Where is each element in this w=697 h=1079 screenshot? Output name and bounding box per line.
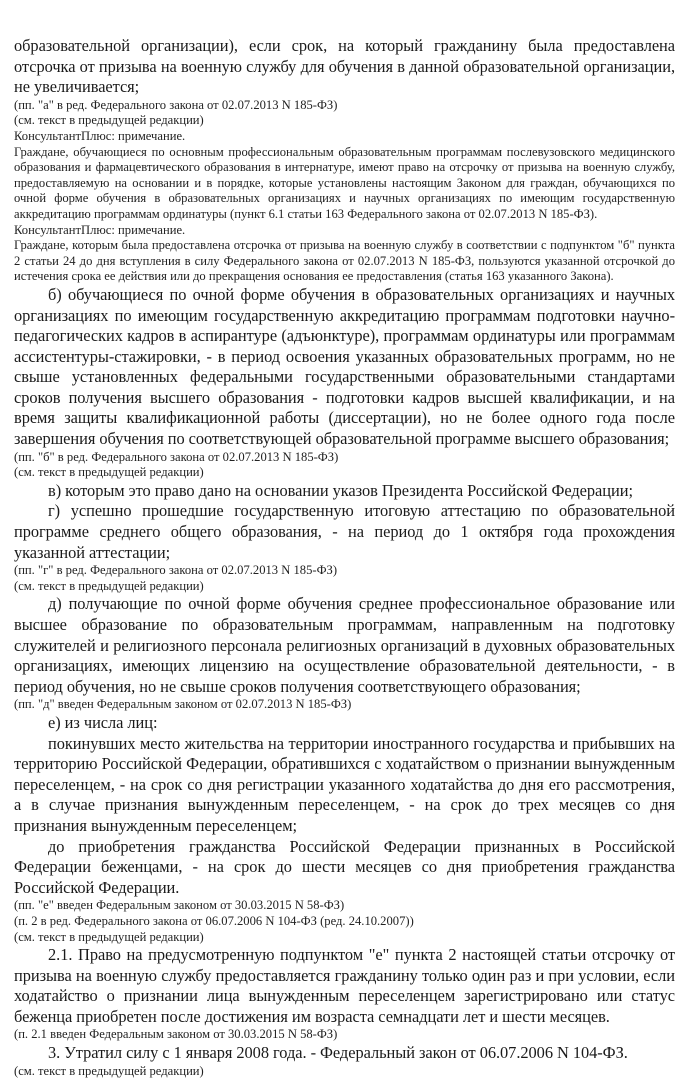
previous-edition-link[interactable]: (см. текст в предыдущей редакции): [14, 465, 204, 480]
amendment-note: (пп. "б" в ред. Федерального закона от 02.07.2013 N 185-ФЗ): [14, 449, 339, 464]
document-page: [14, 36, 675, 1079]
amendment-note: (пп. "а" в ред. Федерального закона от 02.07.2013 N 185-ФЗ): [14, 97, 338, 112]
consultant-note-heading: КонсультантПлюс: примечание.: [14, 222, 186, 237]
amendment-note: (пп. "е" введен Федеральным законом от 30.03.2015 N 58-ФЗ): [14, 898, 345, 913]
paragraph-a-tail: образовательной организации), если срок, на который гражданину была предоставлена отсрочка от призыва на военную службу для обучения в данной образовательной организации, не увеличивается;: [14, 36, 675, 97]
previous-edition-link[interactable]: (см. текст в предыдущей редакции): [14, 1063, 204, 1078]
consultant-note-heading: КонсультантПлюс: примечание.: [14, 128, 186, 143]
paragraph-d: д) получающие по очной форме обучения среднее профессиональное образование или высшее образование по образовательным программам, направленным на подготовку служителей и религиозного персонала религиозных организаций в духовных образовательных организациях, имеющих лицензию на осуществление образовательной деятельности, - в период обучения, но не свыше сроков получения соответствующего образования;: [14, 594, 675, 696]
consultant-note-body: Граждане, которым была предоставлена отсрочка от призыва на военную службу в соответствии с подпунктом "б" пункта 2 статьи 24 до дня вступления в силу Федерального закона от 02.07.2013 N 185-ФЗ, пользуются указанной отсрочкой до истечения срока ее действия или до прекращения основания ее предоставления (статья 163 указанного Закона).: [14, 238, 675, 284]
paragraph-2-1: 2.1. Право на предусмотренную подпунктом "е" пункта 2 настоящей статьи отсрочку от призыва на военную службу предоставляется гражданину только один раз и при условии, если ходатайство о признании лица вынужденным переселенцем зарегистрировано или статус беженца приобретен после достижения им возраста семнадцати лет и шести месяцев.: [14, 945, 675, 1026]
paragraph-e: е) из числа лиц:: [48, 712, 158, 732]
paragraph-e-item-2: до приобретения гражданства Российской Федерации признанных в Российской Федерации беженцами, - на срок до шести месяцев со дня приобретения гражданства Российской Федерации.: [14, 836, 675, 897]
amendment-note: (пп. "г" в ред. Федерального закона от 02.07.2013 N 185-ФЗ): [14, 563, 338, 578]
paragraph-v: в) которым это право дано на основании указов Президента Российской Федерации;: [48, 480, 633, 500]
consultant-note-body: Граждане, обучающиеся по основным профессиональным образовательным программам послевузовского медицинского образования и фармацевтического образования в интернатуре, имеют право на отсрочку от призыва на военную службу, предоставляемую на основании и в порядке, которые установлены настоящим Законом для граждан, обучающихся по очной форме обучения в образовательных организациях и научных организациях по имеющим государственную аккредитацию программам ординатуры (пункт 6.1 статьи 163 Федерального закона от 02.07.2013 N 185-ФЗ).: [14, 144, 675, 221]
amendment-note: (п. 2 в ред. Федерального закона от 06.07.2006 N 104-ФЗ (ред. 24.10.2007)): [14, 913, 414, 928]
amendment-note: (пп. "д" введен Федеральным законом от 02.07.2013 N 185-ФЗ): [14, 697, 352, 712]
paragraph-g: г) успешно прошедшие государственную итоговую аттестацию по образовательной программе среднего общего образования, - на период до 1 октября года прохождения указанной аттестации;: [14, 501, 675, 562]
paragraph-b: б) обучающиеся по очной форме обучения в образовательных организациях и научных организациях по имеющим государственную аккредитацию программам подготовки научно-педагогических кадров в аспирантуре (адъюнктуре), программам ординатуры или программам ассистентуры-стажировки, - в период освоения указанных образовательных программ, но не свыше установленных федеральными государственными образовательными стандартами сроков получения высшего образования - подготовки кадров высшей квалификации, и на время защиты квалификационной работы (диссертации), но не более одного года после завершения обучения по соответствующей образовательной программе высшего образования;: [14, 284, 675, 449]
previous-edition-link[interactable]: (см. текст в предыдущей редакции): [14, 113, 204, 128]
previous-edition-link[interactable]: (см. текст в предыдущей редакции): [14, 578, 204, 593]
paragraph-3: 3. Утратил силу с 1 января 2008 года. - Федеральный закон от 06.07.2006 N 104-ФЗ.: [48, 1043, 628, 1063]
previous-edition-link[interactable]: (см. текст в предыдущей редакции): [14, 929, 204, 944]
paragraph-e-item-1: покинувших место жительства на территории иностранного государства и прибывших на территорию Российской Федерации, обратившихся с ходатайством о признании вынужденным переселенцем, - на срок со дня регистрации указанного ходатайства до дня его рассмотрения, а в случае признания вынужденным переселенцем, - на срок до трех месяцев со дня признания вынужденным переселенцем;: [14, 733, 675, 835]
amendment-note: (п. 2.1 введен Федеральным законом от 30.03.2015 N 58-ФЗ): [14, 1027, 338, 1042]
